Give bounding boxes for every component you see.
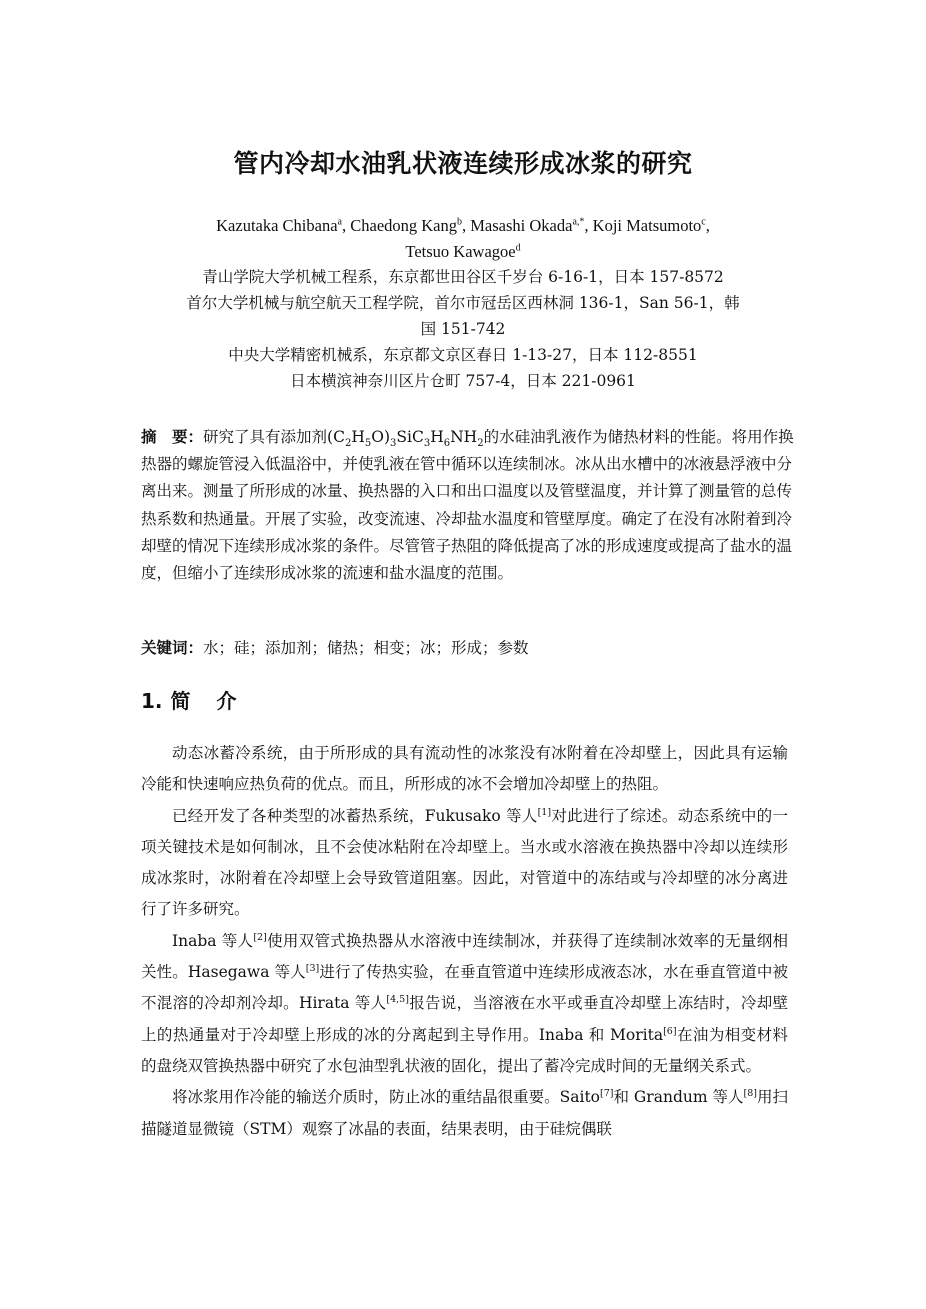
author-name: Kazutaka Chibana — [216, 216, 338, 235]
affiliation-line: 国 151-742 — [420, 320, 506, 338]
author-affiliation-mark: c — [701, 216, 706, 228]
affiliation-line: 青山学院大学机械工程系，东京都世田谷区千岁台 6-16-1，日本 157-8572 — [202, 268, 724, 286]
paragraph: Inaba 等人[2]使用双管式换热器从水溶液中连续制冰，并获得了连续制冰效率的无量纲相关性。Hasegawa 等人[3]进行了传热实验，在垂直管道中连续形成液态冰，水在垂直管道中被不混溶的冷却剂冷却。Hirata 等人[4,5]报告说，当溶液在水平或垂直冷却壁上冻结时，冷却壁上的热通量对于冷却壁上形成的冰的分离起到主导作用。Inaba 和 Morita[6]在油为相变材料的盘绕双管换热器中研究了水包油型乳状液的固化，提出了蓄冷完成时间的无量纲关系式。 — [141, 931, 788, 1075]
abstract — [141, 424, 801, 587]
keywords-text: 水；硅；添加剂；储热；相变；冰；形成；参数 — [203, 639, 529, 657]
author-list: Kazutaka Chibana$^a$, Chaedong Kang$^b$, Masashi Okada$^{a,*}$, Koji Matsumoto$^c$, Tetsuo Kawagoe$^d$ — [216, 216, 710, 261]
abstract-label: 摘 要： — [141, 428, 204, 446]
section-heading — [141, 685, 237, 714]
citation: [2] — [253, 931, 267, 943]
abstract-text: 研究了具有添加剂 — [203, 428, 328, 446]
author-affiliation-mark: a,* — [572, 216, 585, 228]
author-affiliation-mark: b — [457, 216, 463, 228]
paper-title: 管内冷却水油乳状液连续形成冰浆的研究 — [233, 149, 693, 178]
section-title-char: 介 — [216, 689, 237, 713]
author-name: Tetsuo Kawagoe — [405, 242, 516, 261]
section-title-char: 简 — [170, 689, 191, 713]
affiliation-line: 首尔大学机械与航空航天工程学院，首尔市冠岳区西林洞 136-1，San 56-1，韩 — [186, 294, 740, 312]
citation: [7] — [600, 1088, 614, 1100]
paragraph: 将冰浆用作冷能的输送介质时，防止冰的重结晶很重要。Saito[7]和 Grandum 等人[8]用扫描隧道显微镜（STM）观察了冰晶的表面，结果表明，由于硅烷偶联 — [141, 1088, 788, 1138]
author-affiliation-mark: a — [337, 216, 342, 228]
author-affiliation-mark: d — [515, 242, 521, 254]
citation: [6] — [663, 1025, 677, 1037]
author-name: Chaedong Kang — [350, 216, 458, 235]
keywords-label: 关键词： — [141, 639, 204, 657]
citation: [3] — [305, 962, 320, 974]
citation: [1] — [537, 806, 552, 818]
affiliation-list — [0, 264, 926, 394]
paragraph: 动态冰蓄冷系统，由于所形成的具有流动性的冰浆没有冰附着在冷却壁上，因此具有运输冷能和快速响应热负荷的优点。而且，所形成的冰不会增加冷却壁上的热阻。 — [141, 744, 788, 794]
chemical-formula: $(C_2H_5O)_3SiC_3H_6NH_2$ — [327, 428, 484, 450]
paragraph: 已经开发了各种类型的冰蓄热系统，Fukusako 等人[1]对此进行了综述。动态系统中的一项关键技术是如何制冰，且不会使冰粘附在冷却壁上。当水或水溶液在换热器中冷却以连续形成冰浆时，冰附着在冷却壁上会导致管道阻塞。因此，对管道中的冻结或与冷却壁的冰分离进行了许多研究。 — [141, 806, 788, 919]
body-text — [141, 738, 788, 1145]
affiliation-line: 日本横滨神奈川区片仓町 757-4，日本 221-0961 — [290, 372, 636, 390]
section-number: 1. — [141, 689, 163, 713]
citation: [4,5] — [386, 994, 409, 1006]
citation: [8] — [743, 1088, 757, 1100]
author-name: Koji Matsumoto — [592, 216, 702, 235]
keywords — [141, 635, 801, 662]
author-name: Masashi Okada — [470, 216, 573, 235]
abstract-text: 的水硅油乳液作为储热材料的性能。将用作换热器的螺旋管浸入低温浴中，并使乳液在管中循环以连续制冰。冰从出水槽中的冰液悬浮液中分离出来。测量了所形成的冰量、换热器的入口和出口温度以及管壁温度，并计算了测量管的总传热系数和热通量。开展了实验，改变流速、冷却盐水温度和管壁厚度。确定了在没有冰附着到冷却壁的情况下连续形成冰浆的条件。尽管管子热阻的降低提高了冰的形成速度或提高了盐水的温度，但缩小了连续形成冰浆的流速和盐水温度的范围。 — [141, 428, 794, 583]
affiliation-line: 中央大学精密机械系，东京都文京区春日 1-13-27，日本 112-8551 — [228, 346, 698, 364]
